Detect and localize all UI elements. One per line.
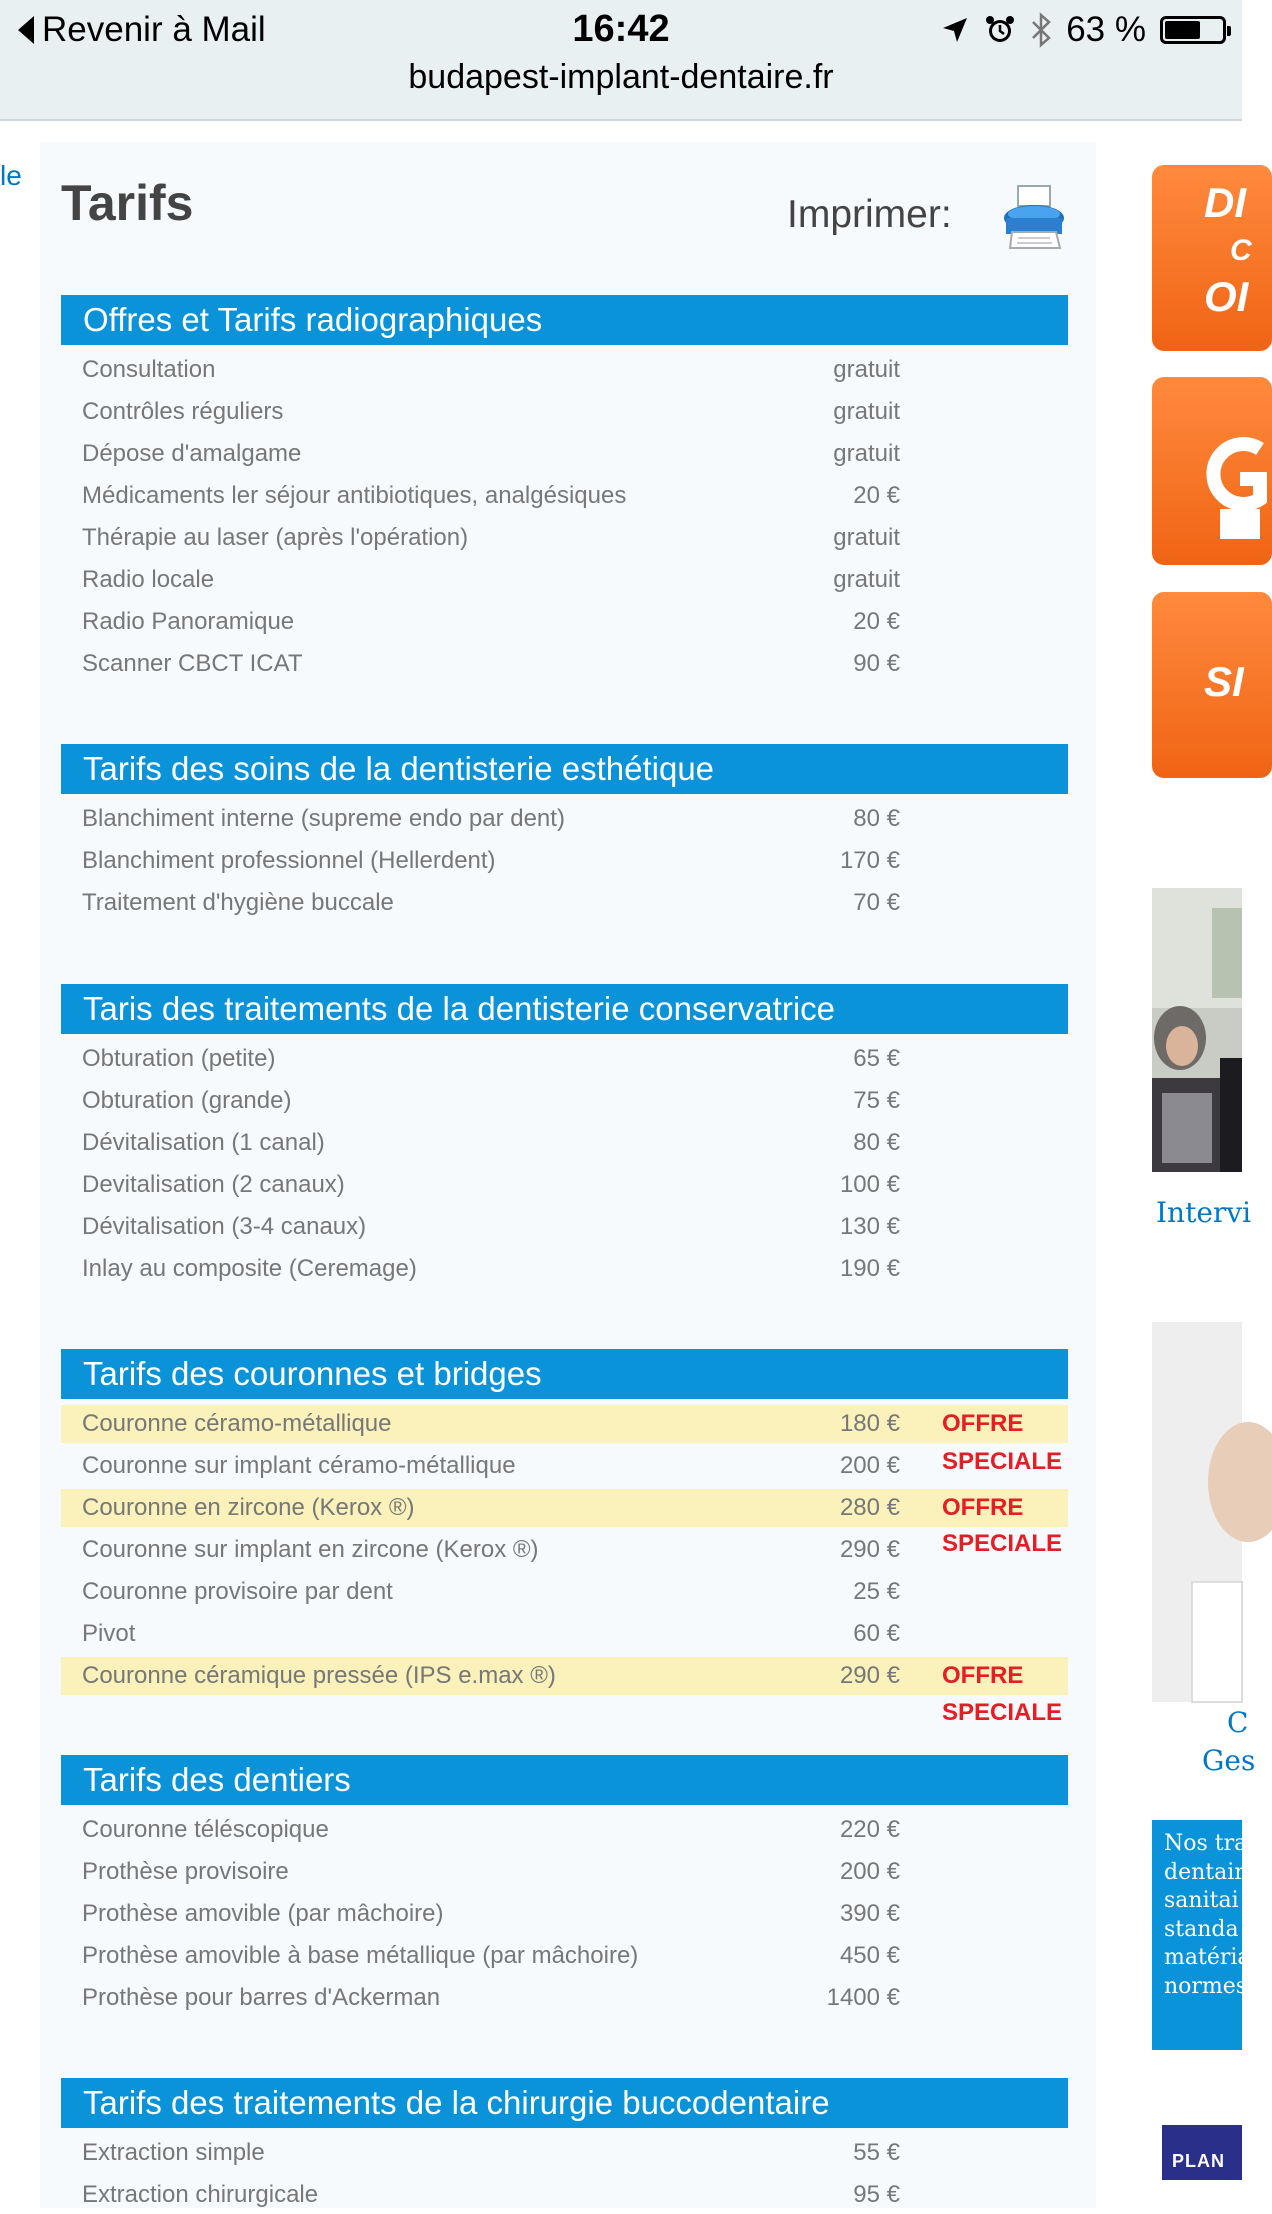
price-row (61, 1531, 1068, 1569)
price-row (61, 1895, 1068, 1933)
video-thumbnail-interview[interactable] (1152, 888, 1242, 1172)
treatment-name: Devitalisation (2 canaux) (82, 1171, 345, 1198)
treatment-price: 290 € (839, 1536, 900, 1563)
treatment-price: 290 € (839, 1662, 900, 1689)
treatment-price: gratuit (833, 356, 900, 383)
video-caption-line[interactable]: Ges (1202, 1744, 1256, 1777)
video-caption-line[interactable]: C (1227, 1706, 1249, 1739)
battery-percent: 63 % (1066, 10, 1146, 49)
section-header-conservatrice: Taris des traitements de la dentisterie conservatrice (61, 984, 1068, 1034)
info-line: matéria (1164, 1945, 1251, 1971)
sidebar-info-box (1152, 1820, 1251, 2050)
price-row (61, 800, 1068, 838)
price-row (61, 1811, 1068, 1849)
info-line: dentair (1164, 1859, 1245, 1885)
section-header-esthetique: Tarifs des soins de la dentisterie esthétique (61, 744, 1068, 794)
printer-icon[interactable] (1000, 182, 1068, 254)
price-row-offer (61, 1657, 1068, 1695)
treatment-price: 65 € (853, 1045, 900, 1072)
sidebar-button-text: SI (1204, 658, 1244, 705)
treatment-name: Couronne sur implant céramo-métallique (82, 1452, 516, 1479)
treatment-price: 20 € (853, 482, 900, 509)
price-row (61, 2176, 1068, 2214)
treatment-price: 80 € (853, 805, 900, 832)
section-header-couronnes: Tarifs des couronnes et bridges (61, 1349, 1068, 1399)
treatment-price: 220 € (839, 1816, 900, 1843)
print-label: Imprimer: (787, 193, 952, 236)
treatment-name: Prothèse amovible (par mâchoire) (82, 1900, 444, 1927)
url-address[interactable]: budapest-implant-dentaire.fr (408, 58, 834, 96)
treatment-name: Couronne sur implant en zircone (Kerox ®) (82, 1536, 539, 1563)
treatment-price: 1400 € (826, 1984, 900, 2011)
browser-top-bar (0, 0, 1242, 121)
price-row (61, 2134, 1068, 2172)
edge-nav-link[interactable]: le (0, 160, 22, 191)
price-row (61, 1853, 1068, 1891)
price-row (61, 1208, 1068, 1246)
info-line: sanitai (1164, 1888, 1239, 1914)
sidebar-button-text: OI (1204, 273, 1249, 320)
treatment-name: Contrôles réguliers (82, 398, 284, 425)
treatment-price: 70 € (853, 889, 900, 916)
treatment-price: gratuit (833, 566, 900, 593)
price-row (61, 477, 1068, 515)
sidebar-button-text: DI (1204, 179, 1246, 226)
sidebar-button-text: C (1230, 234, 1252, 267)
treatment-name: Couronne céramique pressée (IPS e.max ®) (82, 1662, 556, 1689)
speciale-badge: SPECIALE (942, 1448, 1063, 1475)
treatment-name: Prothèse pour barres d'Ackerman (82, 1984, 441, 2011)
price-row (61, 645, 1068, 683)
price-row (61, 1937, 1068, 1975)
price-row (61, 1040, 1068, 1078)
treatment-name: Dépose d'amalgame (82, 440, 302, 467)
treatment-price: 200 € (839, 1452, 900, 1479)
treatment-name: Radio locale (82, 566, 215, 593)
page-title: Tarifs (61, 175, 194, 231)
treatment-price: gratuit (833, 398, 900, 425)
google-plus-icon (1200, 429, 1260, 539)
partner-logo-text: PLAN (1172, 2151, 1225, 2171)
info-line: Nos tra (1164, 1831, 1248, 1856)
price-row (61, 393, 1068, 431)
treatment-price: 95 € (853, 2181, 900, 2208)
price-row (61, 603, 1068, 641)
treatment-name: Traitement d'hygiène buccale (82, 889, 394, 916)
price-row (61, 1447, 1068, 1485)
video-thumbnail-portrait[interactable] (1152, 1322, 1242, 1702)
info-line: standa (1164, 1916, 1239, 1942)
treatment-price: 75 € (853, 1087, 900, 1114)
sidebar-orange-button-3[interactable] (1152, 592, 1272, 778)
treatment-name: Pivot (82, 1620, 136, 1647)
treatment-price: 130 € (839, 1213, 900, 1240)
price-row-offer (61, 1489, 1068, 1527)
price-row (61, 435, 1068, 473)
treatment-price: 100 € (839, 1171, 900, 1198)
status-icons (940, 10, 1226, 50)
treatment-name: Prothèse amovible à base métallique (par mâchoire) (82, 1942, 639, 1969)
price-row (61, 1166, 1068, 1204)
treatment-name: Couronne provisoire par dent (82, 1578, 393, 1605)
treatment-name: Scanner CBCT ICAT (82, 650, 303, 677)
price-row (61, 1124, 1068, 1162)
sidebar-partner-logo[interactable] (1162, 2125, 1242, 2180)
battery-icon (1160, 16, 1226, 44)
treatment-name: Consultation (82, 356, 216, 383)
video-caption-interview[interactable]: Intervi (1156, 1196, 1252, 1229)
treatment-name: Obturation (petite) (82, 1045, 276, 1072)
info-line: normes (1164, 1973, 1248, 1999)
treatment-price: 190 € (839, 1255, 900, 1282)
price-row (61, 1250, 1068, 1288)
sidebar-orange-button-1[interactable] (1152, 165, 1272, 351)
treatment-name: Inlay au composite (Ceremage) (82, 1255, 417, 1282)
section-header-chirurgie: Tarifs des traitements de la chirurgie buccodentaire (61, 2078, 1068, 2128)
treatment-price: gratuit (833, 440, 900, 467)
status-time: 16:42 (572, 8, 670, 50)
treatment-name: Couronne en zircone (Kerox ®) (82, 1494, 415, 1521)
offer-badge: OFFRE (942, 1494, 1024, 1521)
treatment-name: Dévitalisation (3-4 canaux) (82, 1213, 367, 1240)
price-row (61, 1615, 1068, 1653)
bluetooth-icon (1030, 12, 1052, 48)
treatment-price: 170 € (839, 847, 900, 874)
price-row (61, 1082, 1068, 1120)
treatment-price: 280 € (839, 1494, 900, 1521)
speciale-badge: SPECIALE (942, 1699, 1063, 1726)
offer-badge: OFFRE (942, 1662, 1024, 1689)
treatment-price: 90 € (853, 650, 900, 677)
treatment-name: Extraction chirurgicale (82, 2181, 319, 2208)
sidebar-orange-button-2[interactable] (1152, 377, 1272, 565)
treatment-price: 55 € (853, 2139, 900, 2166)
location-arrow-icon (940, 15, 970, 45)
treatment-price: 450 € (839, 1942, 900, 1969)
treatment-name: Blanchiment professionnel (Hellerdent) (82, 847, 496, 874)
treatment-price: 390 € (839, 1900, 900, 1927)
alarm-clock-icon (984, 14, 1016, 46)
price-row (61, 561, 1068, 599)
price-row (61, 1573, 1068, 1611)
treatment-name: Radio Panoramique (82, 608, 295, 635)
price-row (61, 884, 1068, 922)
treatment-price: 60 € (853, 1620, 900, 1647)
treatment-name: Couronne téléscopique (82, 1816, 329, 1843)
back-label: Revenir à Mail (42, 10, 266, 49)
treatment-price: 20 € (853, 608, 900, 635)
price-row (61, 842, 1068, 880)
treatment-price: 180 € (839, 1410, 900, 1437)
treatment-name: Extraction simple (82, 2139, 265, 2166)
treatment-name: Thérapie au laser (après l'opération) (82, 524, 469, 551)
treatment-name: Blanchiment interne (supreme endo par dent) (82, 805, 565, 832)
price-row-offer (61, 1405, 1068, 1443)
price-row (61, 519, 1068, 557)
price-row (61, 1979, 1068, 2017)
treatment-name: Prothèse provisoire (82, 1858, 289, 1885)
treatment-price: gratuit (833, 524, 900, 551)
speciale-badge: SPECIALE (942, 1530, 1063, 1557)
price-row (61, 351, 1068, 389)
section-header-dentiers: Tarifs des dentiers (61, 1755, 1068, 1805)
section-header-radiographiques: Offres et Tarifs radiographiques (61, 295, 1068, 345)
treatment-name: Médicaments ler séjour antibiotiques, analgésiques (82, 482, 627, 509)
treatment-price: 80 € (853, 1129, 900, 1156)
treatment-name: Obturation (grande) (82, 1087, 292, 1114)
treatment-price: 200 € (839, 1858, 900, 1885)
treatment-price: 25 € (853, 1578, 900, 1605)
treatment-name: Couronne céramo-métallique (82, 1410, 392, 1437)
treatment-name: Dévitalisation (1 canal) (82, 1129, 325, 1156)
offer-badge: OFFRE (942, 1410, 1024, 1437)
